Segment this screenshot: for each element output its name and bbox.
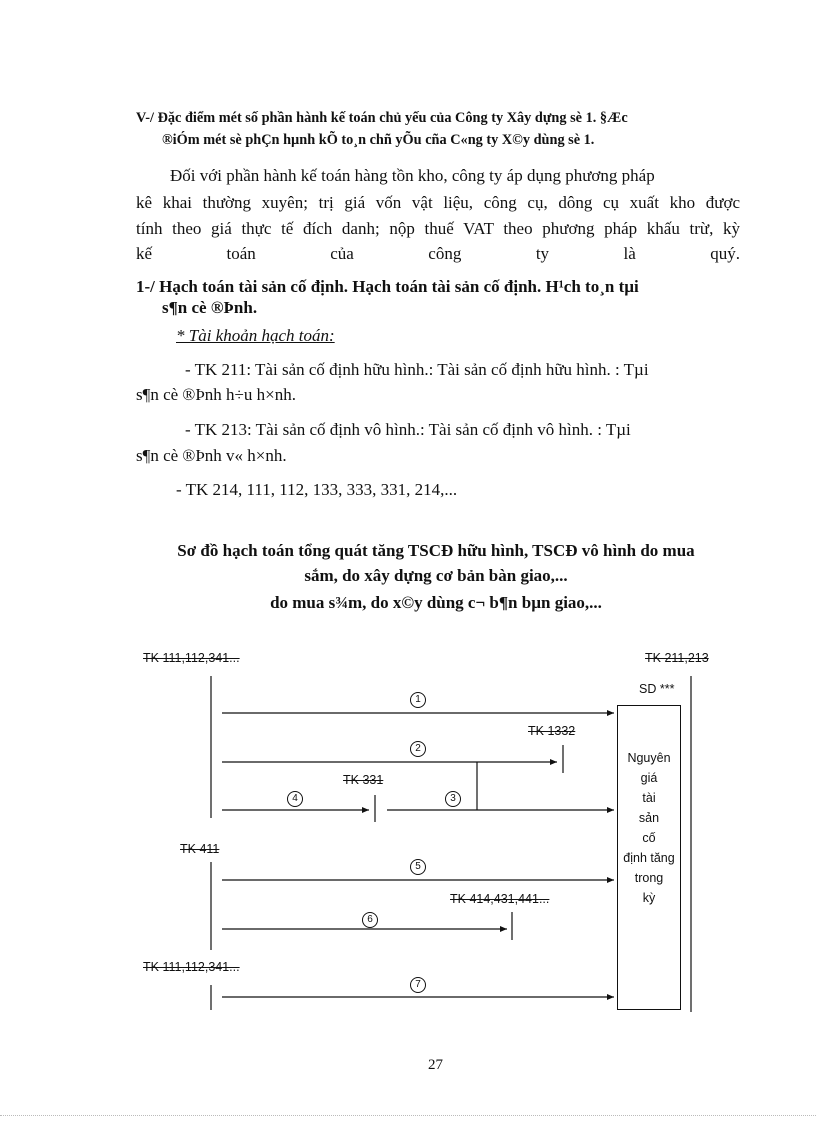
section1-title-l2: s¶n cè ®Þnh. [162, 298, 258, 317]
marker-6: 6 [362, 912, 378, 928]
acc213-l2: s¶n cè ®Þnh v« h×nh. [136, 446, 287, 465]
heading-v-line2: ®iÓm mét sè phÇn hµnh kÕ to¸n chñ yÕu cña C«ng ty X©y dùng sè 1. [162, 132, 595, 148]
acc211-l2: s¶n cè ®Þnh h÷u h×nh. [136, 385, 296, 404]
para1-l2: kê khai thường xuyên; trị giá vốn vật liệu, công cụ, dông cụ xuất kho được [136, 193, 740, 212]
page-bottom-divider [0, 1115, 816, 1116]
acc213-l1: - TK 213: Tài sản cố định vô hình.: Tài sản cố định vô hình. : Tµi [185, 420, 631, 439]
diagram-title-l2: sắm, do xây dựng cơ bản bàn giao,... [304, 566, 568, 585]
marker-1: 1 [410, 692, 426, 708]
para1-l1: Đối với phần hành kế toán hàng tồn kho, công ty áp dụng phương pháp [170, 166, 655, 185]
heading-v-line1: V-/ Đặc điểm mét số phần hành kế toán chủ yếu của Công ty Xây dựng sè 1. §Æc [136, 110, 628, 126]
section1-title-l1: 1-/ Hạch toán tài sản cố định. Hạch toán tài sản cố định. H¹ch to¸n tµi [136, 277, 639, 296]
diagram-title-l1: Sơ đồ hạch toán tổng quát tăng TSCĐ hữu hình, TSCĐ vô hình do mua [177, 541, 695, 560]
page-number: 27 [428, 1057, 443, 1073]
label-sd: SD *** [639, 682, 675, 696]
para1-l3: tính theo giá thực tế đích danh; nộp thuế VAT theo phương pháp khấu trừ, kỳ [136, 219, 740, 238]
label-tk411: TK 411 [180, 842, 220, 856]
box-text: Nguyên giá tài sản cố định tăng trong kỳ [623, 751, 675, 905]
marker-5: 5 [410, 859, 426, 875]
label-tk1332: TK 1332 [528, 724, 576, 738]
label-tk111-top: TK 111,112,341... [143, 651, 240, 665]
acc-other: - TK 214, 111, 112, 133, 333, 331, 214,... [176, 480, 458, 499]
label-tk331: TK 331 [343, 773, 384, 787]
label-tk414: TK 414,431,441... [450, 892, 550, 906]
label-tk111-bottom: TK 111,112,341... [143, 960, 240, 974]
marker-7: 7 [410, 977, 426, 993]
accounts-heading: * Tài khoản hạch toán: [176, 326, 335, 345]
label-tk211: TK 211,213 [645, 651, 709, 665]
para1-l4: kế toán của công ty là quý. [136, 244, 740, 263]
marker-3: 3 [445, 791, 461, 807]
marker-2: 2 [410, 741, 426, 757]
acc211-l1: - TK 211: Tài sản cố định hữu hình.: Tài sản cố định hữu hình. : Tµi [185, 360, 649, 379]
diagram-title-l3: do mua s¾m, do x©y dùng c¬ b¶n bµn giao,... [270, 593, 602, 612]
marker-4: 4 [287, 791, 303, 807]
